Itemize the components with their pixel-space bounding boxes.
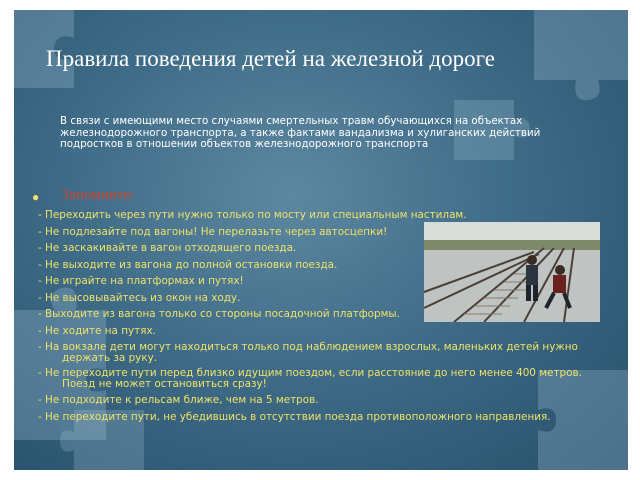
rule-item: - На вокзале дети могут находиться только под наблюдением взрослых, маленьких детей нужно держать за руку. — [38, 341, 578, 365]
rule-item: - Не заскакивайте в вагон отходящего поезда. — [38, 242, 297, 254]
rule-item: - Не выходите из вагона до полной остановки поезда. — [38, 258, 338, 271]
rule-item: - Не переходите пути, не убедившись в отсутствии поезда противоположного направления. — [38, 410, 551, 423]
rule-item: - Не переходите пути перед близко идущим поездом, если расстояние до него менее 400 метров. Поезд не может остановиться сразу! — [38, 366, 582, 390]
rule-item: - Не высовывайтесь из окон на ходу. — [38, 291, 241, 304]
remember-heading: Запомните: — [62, 187, 135, 203]
slide-title: Правила поведения детей на железной дороге — [46, 46, 495, 71]
intro-paragraph: В связи с имеющими место случаями смертельных травм обучающихся на объектах железнодорожного транспорта, а также фактами вандализма и хулиганских действий подростков в отношении объектов железнодорожного транспорта — [60, 115, 541, 151]
rule-item: - Выходите из вагона только со стороны посадочной платформы. — [38, 308, 400, 320]
railway-photo — [424, 222, 600, 322]
rule-item: - Не подлезайте под вагоны! Не перелазьте через автосцепки! — [38, 225, 388, 238]
slide — [14, 10, 628, 470]
rule-item: - Переходить через пути нужно только по мосту или специальным настилам. — [38, 209, 467, 221]
bullet-icon: ● — [32, 190, 40, 204]
rule-item: - Не ходите на путях. — [38, 324, 156, 337]
rule-item: - Не играйте на платформах и путях! — [38, 275, 244, 287]
rule-item: - Не подходите к рельсам ближе, чем на 5 метров. — [38, 394, 319, 407]
